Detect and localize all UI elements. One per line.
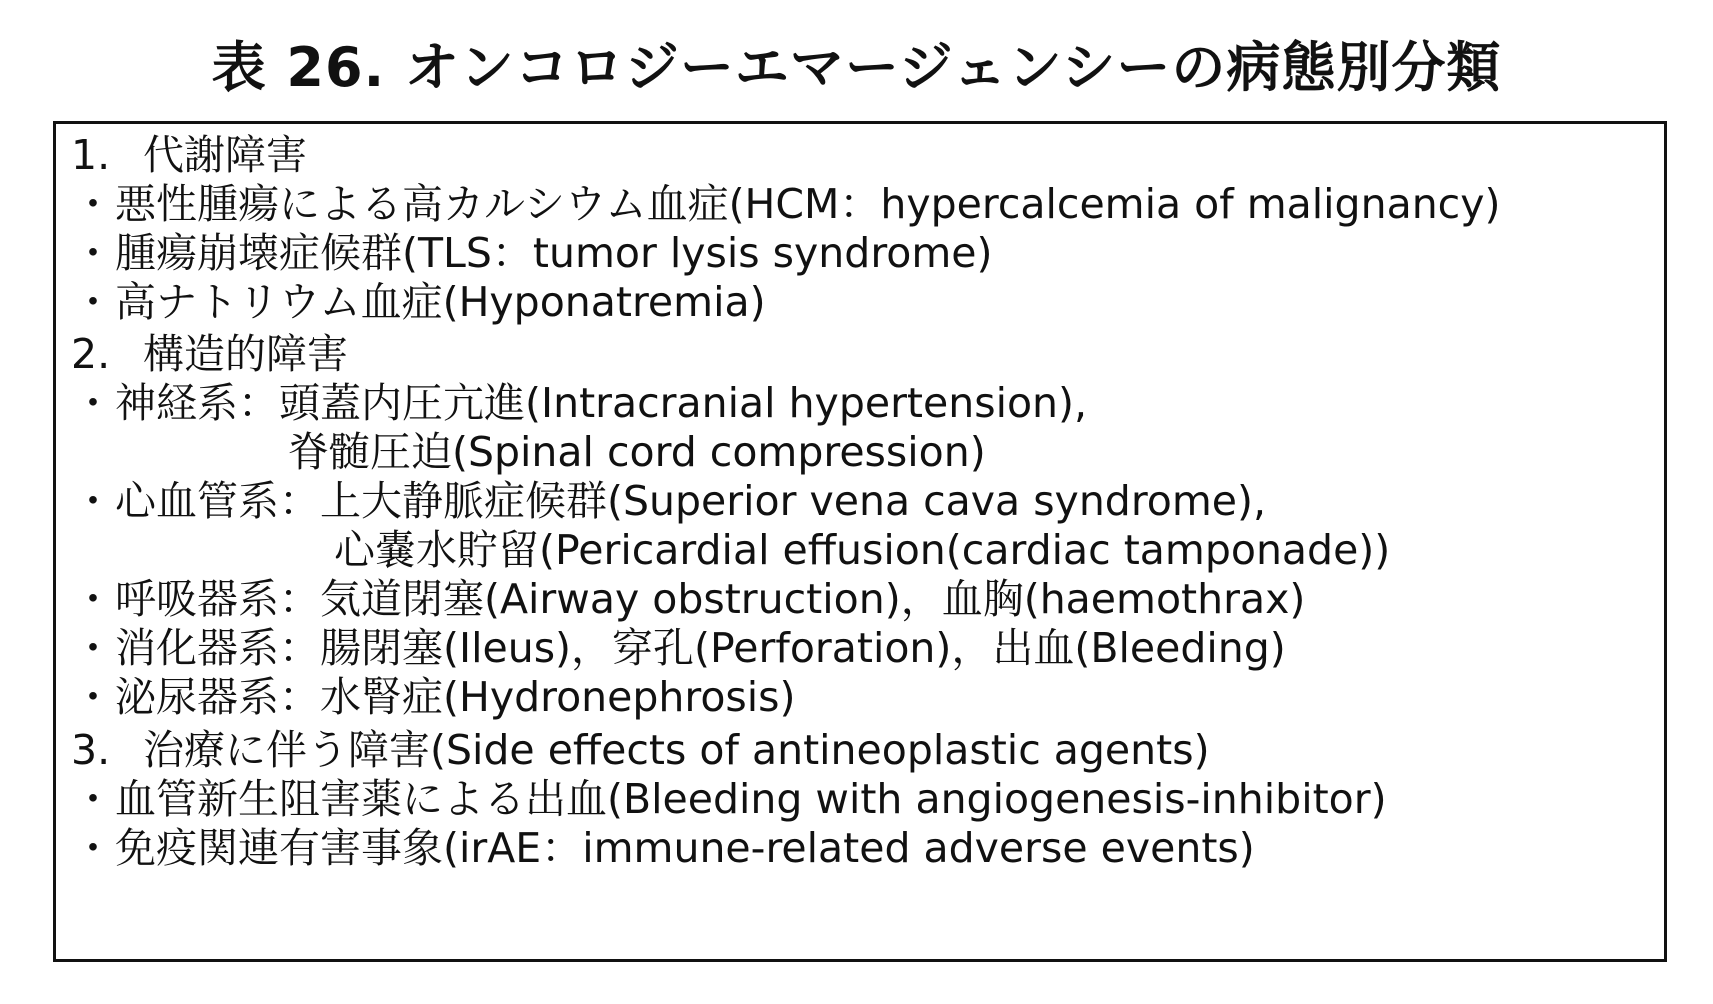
- bullet: ・: [72, 278, 114, 326]
- list-item-continuation: 脊髄圧迫(Spinal cord compression): [288, 428, 986, 476]
- list-item: [71, 573, 1305, 625]
- list-item: [71, 227, 993, 279]
- section-number: 2.: [71, 330, 111, 378]
- section-title: 治療に伴う障害(Side effects of antineoplastic agents): [143, 726, 1210, 774]
- section-number: 3.: [71, 726, 111, 774]
- list-item-continuation: 心嚢水貯留(Pericardial effusion(cardiac tamponade)): [334, 526, 1391, 574]
- item-text: 心血管系：上大静脈症候群(Superior vena cava syndrome),: [115, 477, 1267, 525]
- bullet: ・: [72, 477, 114, 525]
- item-text: 悪性腫瘍による高カルシウム血症(HCM：hypercalcemia of malignancy): [115, 180, 1501, 228]
- bullet: ・: [72, 824, 114, 872]
- item-text: 消化器系：腸閉塞(Ileus)，穿孔(Perforation)，出血(Bleeding): [115, 624, 1286, 672]
- bullet: ・: [72, 673, 114, 721]
- list-item: [71, 822, 1255, 874]
- list-item: [71, 178, 1500, 230]
- bullet: ・: [72, 624, 114, 672]
- list-item: [71, 671, 796, 723]
- item-text: 高ナトリウム血症(Hyponatremia): [115, 278, 766, 326]
- bullet: ・: [72, 575, 114, 623]
- bullet: ・: [72, 229, 114, 277]
- section-heading: [71, 129, 307, 181]
- item-text: 血管新生阻害薬による出血(Bleeding with angiogenesis-inhibitor): [115, 775, 1387, 823]
- section-title: 代謝障害: [143, 131, 307, 179]
- bullet: ・: [72, 775, 114, 823]
- content-frame: [53, 121, 1667, 962]
- bullet: ・: [72, 180, 114, 228]
- item-text: 神経系：頭蓋内圧亢進(Intracranial hypertension),: [115, 379, 1088, 427]
- list-item: [71, 276, 766, 328]
- item-text: 呼吸器系：気道閉塞(Airway obstruction)，血胸(haemothrax): [115, 575, 1306, 623]
- item-text: 泌尿器系：水腎症(Hydronephrosis): [115, 673, 796, 721]
- section-heading: [71, 328, 348, 380]
- list-item: [71, 377, 1087, 429]
- section-number: 1.: [71, 131, 111, 179]
- list-item: [71, 475, 1266, 527]
- table-title: 表 26. オンコロジーエマージェンシーの病態別分類: [211, 36, 1502, 99]
- bullet: ・: [72, 379, 114, 427]
- list-item: [71, 773, 1387, 825]
- item-text: 免疫関連有害事象(irAE：immune-related adverse events): [115, 824, 1255, 872]
- section-title: 構造的障害: [143, 330, 348, 378]
- section-heading: [71, 724, 1210, 776]
- list-item: [71, 622, 1286, 674]
- item-text: 腫瘍崩壊症候群(TLS：tumor lysis syndrome): [115, 229, 993, 277]
